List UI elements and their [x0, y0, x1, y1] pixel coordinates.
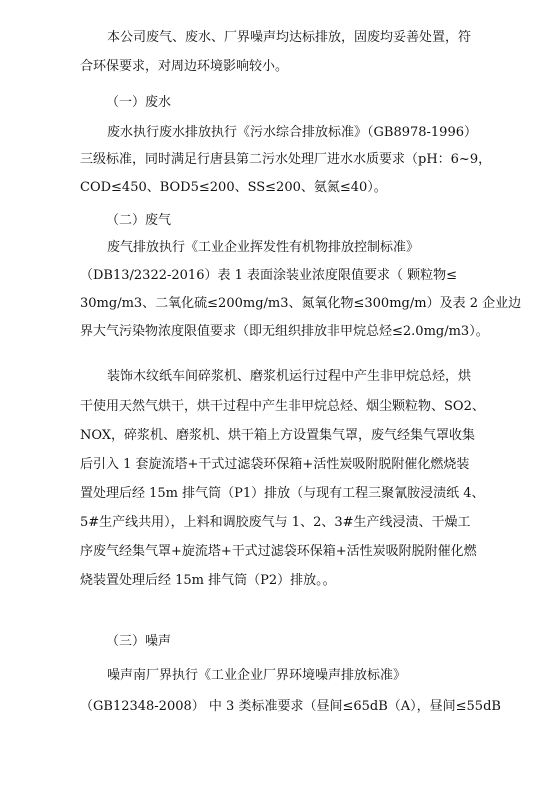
exhaust-para2-line-4: 后引入 1 套旋流塔+干式过滤袋环保箱+活性炭吸附脱附催化燃烧装 — [80, 457, 470, 472]
exhaust-para2-line-5: 置处理后经 15m 排气筒（P1）排放（与现有工程三聚氰胺浸渍纸 4、 — [80, 486, 485, 501]
exhaust-heading: （二）废气 — [106, 213, 172, 228]
wastewater-line-3: COD≤450、BOD5≤200、SS≤200、氨氮≤40）。 — [80, 180, 387, 195]
exhaust-para2-line-7: 序废气经集气罩+旋流塔+干式过滤袋环保箱+活性炭吸附脱附催化燃 — [80, 544, 477, 559]
exhaust-para1-line-3: 30mg/m3、二氧化硫≤200mg/m3、氮氧化物≤300mg/m）及表 2 企业边 — [80, 296, 522, 311]
noise-line-2: （GB12348-2008） 中 3 类标准要求（昼间≤65dB（A），昼间≤55dB — [80, 699, 501, 714]
intro-line-2: 合环保要求，对周边环境影响较小。 — [80, 59, 289, 74]
noise-line-1: 噪声南厂界执行《工业企业厂界环境噪声排放标准》 — [107, 668, 407, 683]
wastewater-line-2: 三级标准，同时满足行唐县第二污水处理厂进水水质要求（pH：6~9， — [80, 152, 492, 167]
exhaust-para2-line-2: 干使用天然气烘干，烘干过程中产生非甲烷总烃、烟尘颗粒物、SO2、 — [80, 399, 485, 414]
exhaust-para2-line-6: 5#生产线共用），上料和调胶废气与 1、2、3#生产线浸渍、干燥工 — [80, 515, 471, 530]
wastewater-heading: （一）废水 — [106, 95, 172, 110]
exhaust-para1-line-1: 废气排放执行《工业企业挥发性有机物排放控制标准》 — [107, 240, 420, 255]
exhaust-para1-line-2: （DB13/2322-2016）表 1 表面涂装业浓度限值要求（ 颗粒物≤ — [80, 268, 458, 283]
wastewater-line-1: 废水执行废水排放执行《污水综合排放标准》（GB8978-1996） — [107, 125, 477, 140]
exhaust-para2-line-3: NOX，碎浆机、磨浆机、烘干箱上方设置集气罩，废气经集气罩收集 — [80, 428, 476, 443]
exhaust-para2-line-8: 烧装置处理后经 15m 排气筒（P2）排放。。 — [80, 573, 336, 588]
noise-heading: （三）噪声 — [106, 634, 172, 649]
exhaust-para1-line-4: 界大气污染物浓度限值要求（即无组织排放非甲烷总烃≤2.0mg/m3）。 — [80, 324, 489, 339]
exhaust-para2-line-1: 装饰木纹纸车间碎浆机、磨浆机运行过程中产生非甲烷总烃，烘 — [107, 369, 472, 384]
intro-line-1: 本公司废气、废水、厂界噪声均达标排放，固废均妥善处置，符 — [107, 30, 472, 45]
